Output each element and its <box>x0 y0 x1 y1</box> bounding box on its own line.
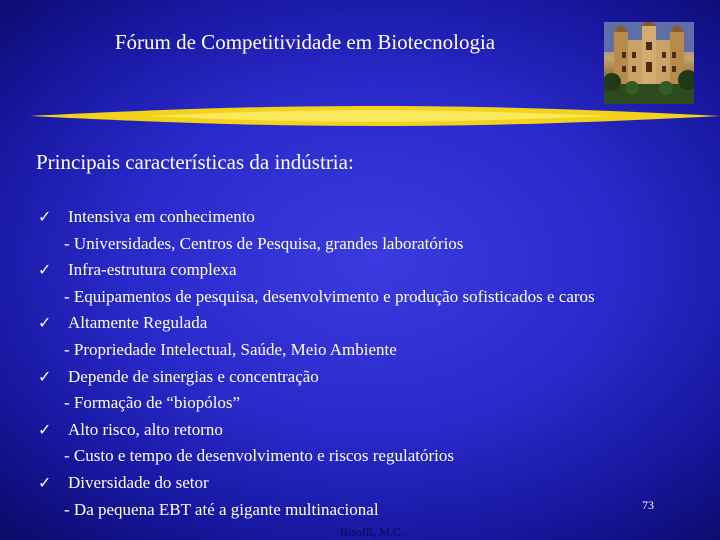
checkmark-icon: ✓ <box>38 260 52 280</box>
checkmark-icon: ✓ <box>38 419 52 439</box>
bullet-main-text: Depende de sinergias e concentração <box>68 366 319 386</box>
checkmark-icon: ✓ <box>38 366 52 386</box>
bullet-sub-text: - Propriedade Intelectual, Saúde, Meio Ambiente <box>64 339 397 359</box>
slide-title: Fórum de Competitividade em Biotecnologia <box>114 30 496 54</box>
decorative-swoosh <box>30 104 720 128</box>
bullet-main-text: Infra-estrutura complexa <box>68 260 237 280</box>
bullet-sub-text: - Custo e tempo de desenvolvimento e riscos regulatórios <box>64 446 454 466</box>
page-number: 73 <box>642 498 654 512</box>
bullet-main-text: Diversidade do setor <box>68 472 209 492</box>
checkmark-icon: ✓ <box>38 472 52 492</box>
author-credit: Bisoffi, M.C. <box>340 525 404 539</box>
checkmark-icon: ✓ <box>38 313 52 333</box>
bullet-main-text: Altamente Regulada <box>68 313 208 333</box>
building-logo-image <box>604 22 694 104</box>
slide-subtitle: Principais características da indústria: <box>36 150 354 174</box>
checkmark-icon: ✓ <box>38 207 52 226</box>
bullet-sub-text: - Da pequena EBT até a gigante multinacional <box>64 499 379 519</box>
bullet-sub-text: - Formação de “biopólos” <box>64 393 241 413</box>
bullet-main-text: Intensiva em conhecimento <box>68 207 255 226</box>
bullet-main-text: Alto risco, alto retorno <box>68 419 223 439</box>
bullet-sub-text: - Equipamentos de pesquisa, desenvolvimento e produção sofisticados e caros <box>64 286 595 306</box>
bullet-sub-text: - Universidades, Centros de Pesquisa, grandes laboratórios <box>64 233 464 253</box>
